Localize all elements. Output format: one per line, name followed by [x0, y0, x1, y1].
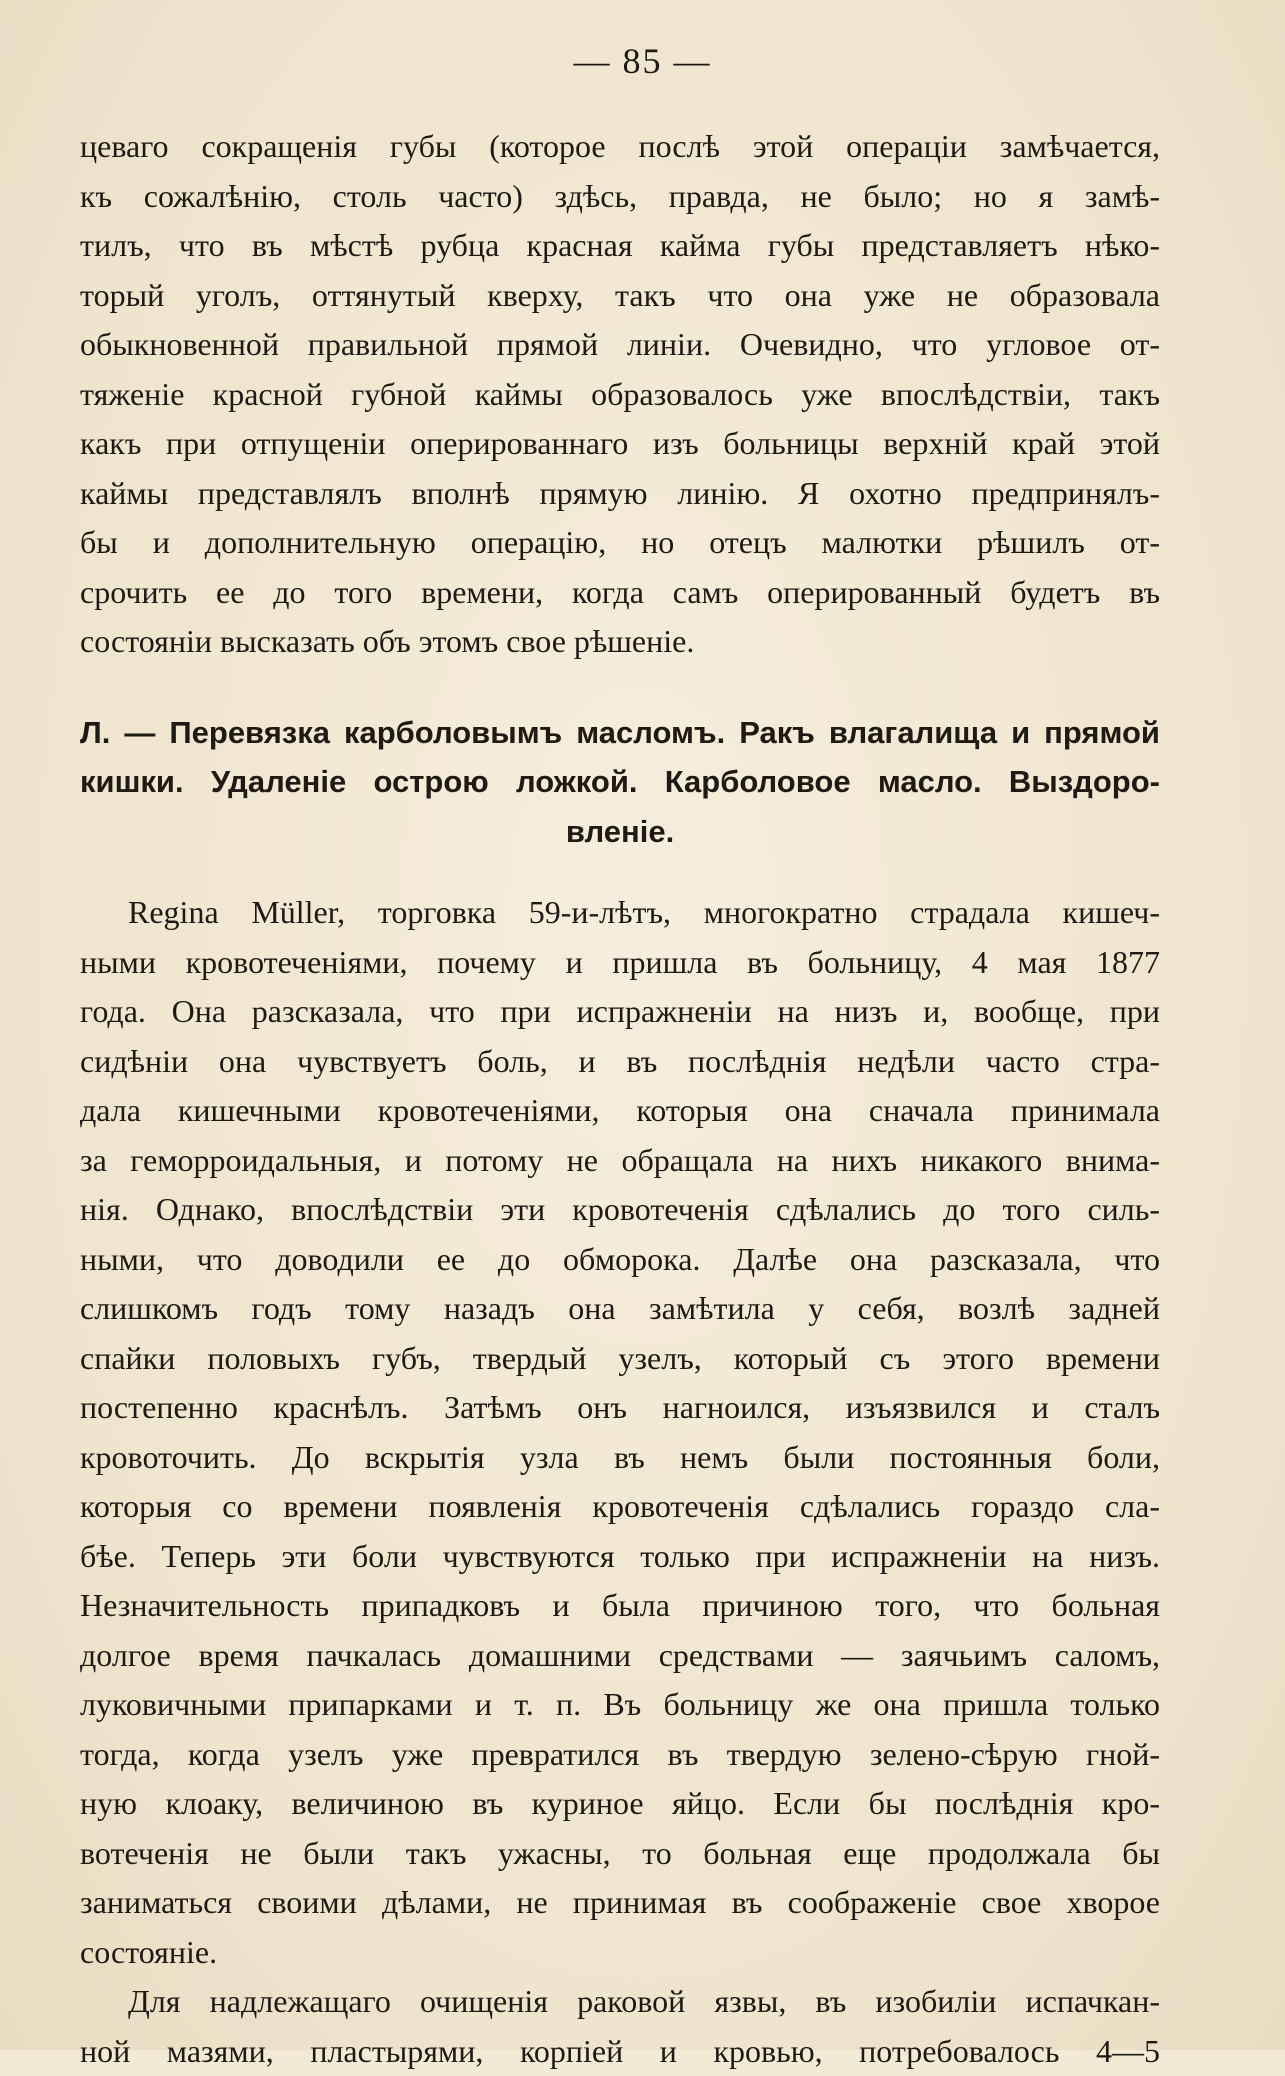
text-line: каймы представлялъ вполнѣ прямую линію. Я охотно предпринялъ- [80, 469, 1160, 519]
text-line: ной мазями, пластырями, корпіей и кровью, потребовалось 4—5 [80, 2027, 1160, 2076]
text-line: дала кишечными кровотеченіями, которыя она сначала принимала [80, 1086, 1160, 1136]
text-line: ную клоаку, величиною въ куриное яйцо. Если бы послѣднія кро- [80, 1779, 1160, 1829]
text-line: сидѣніи она чувствуетъ боль, и въ послѣднія недѣли часто стра- [80, 1037, 1160, 1087]
heading-line: Л. — Перевязка карболовымъ масломъ. Ракъ влагалища и прямой [80, 708, 1160, 758]
text-line: постепенно краснѣлъ. Затѣмъ онъ нагноился, изъязвился и сталъ [80, 1383, 1160, 1433]
paragraph-treatment [80, 1977, 1160, 2076]
text-line: тяженіе красной губной каймы образовалось уже впослѣдствіи, такъ [80, 370, 1160, 420]
heading-line: вленіе. [80, 807, 1160, 857]
paragraph-case [80, 888, 1160, 1977]
text-line: тилъ, что въ мѣстѣ рубца красная кайма губы представляетъ нѣко- [80, 221, 1160, 271]
text-line: нія. Однако, впослѣдствіи эти кровотеченія сдѣлались до того силь- [80, 1185, 1160, 1235]
text-line: ными, что доводили ее до обморока. Далѣе она разсказала, что [80, 1235, 1160, 1285]
paragraph-continued [80, 122, 1160, 667]
text-line: торый уголъ, оттянутый кверху, такъ что она уже не образовала [80, 271, 1160, 321]
text-line: заниматься своими дѣлами, не принимая въ соображеніе свое хворое [80, 1878, 1160, 1928]
page-content [80, 122, 1160, 2076]
text-line: срочить ее до того времени, когда самъ оперированный будетъ въ [80, 568, 1160, 618]
text-line: за геморроидальныя, и потому не обращала на нихъ никакого внима- [80, 1136, 1160, 1186]
text-line: бѣе. Теперь эти боли чувствуются только при испражненіи на низъ. [80, 1532, 1160, 1582]
text-line: цеваго сокращенія губы (которое послѣ этой операціи замѣчается, [80, 122, 1160, 172]
text-line: года. Она разсказала, что при испражненіи на низъ и, вообще, при [80, 987, 1160, 1037]
text-line: долгое время пачкалась домашними средствами — заячьимъ саломъ, [80, 1631, 1160, 1681]
heading-line: кишки. Удаленіе острою ложкой. Карболовое масло. Выздоро- [80, 757, 1160, 807]
text-line: Незначительность припадковъ и была причиною того, что больная [80, 1581, 1160, 1631]
text-line: кровоточить. До вскрытія узла въ немъ были постоянныя боли, [80, 1433, 1160, 1483]
text-line: состояніе. [80, 1928, 1160, 1978]
page-number: — 85 — [0, 40, 1285, 82]
text-line: Regina Müller, торговка 59-и-лѣтъ, многократно страдала кишеч- [80, 888, 1160, 938]
text-line: обыкновенной правильной прямой линіи. Очевидно, что угловое от- [80, 320, 1160, 370]
text-line: луковичными припарками и т. п. Въ больницу же она пришла только [80, 1680, 1160, 1730]
text-line: вотеченія не были такъ ужасны, то больная еще продолжала бы [80, 1829, 1160, 1879]
text-line: ными кровотеченіями, почему и пришла въ больницу, 4 мая 1877 [80, 938, 1160, 988]
text-line: которыя со времени появленія кровотеченія сдѣлались гораздо сла- [80, 1482, 1160, 1532]
text-line: какъ при отпущеніи оперированнаго изъ больницы верхній край этой [80, 419, 1160, 469]
text-line: Для надлежащаго очищенія раковой язвы, въ изобиліи испачкан- [80, 1977, 1160, 2027]
text-line: спайки половыхъ губъ, твердый узелъ, который съ этого времени [80, 1334, 1160, 1384]
section-heading [80, 708, 1160, 857]
text-line: слишкомъ годъ тому назадъ она замѣтила у себя, возлѣ задней [80, 1284, 1160, 1334]
text-line: тогда, когда узелъ уже превратился въ твердую зелено-сѣрую гной- [80, 1730, 1160, 1780]
text-line: состояніи высказать объ этомъ свое рѣшеніе. [80, 617, 1160, 667]
text-line: бы и дополнительную операцію, но отецъ малютки рѣшилъ от- [80, 518, 1160, 568]
text-line: къ сожалѣнію, столь часто) здѣсь, правда, не было; но я замѣ- [80, 172, 1160, 222]
